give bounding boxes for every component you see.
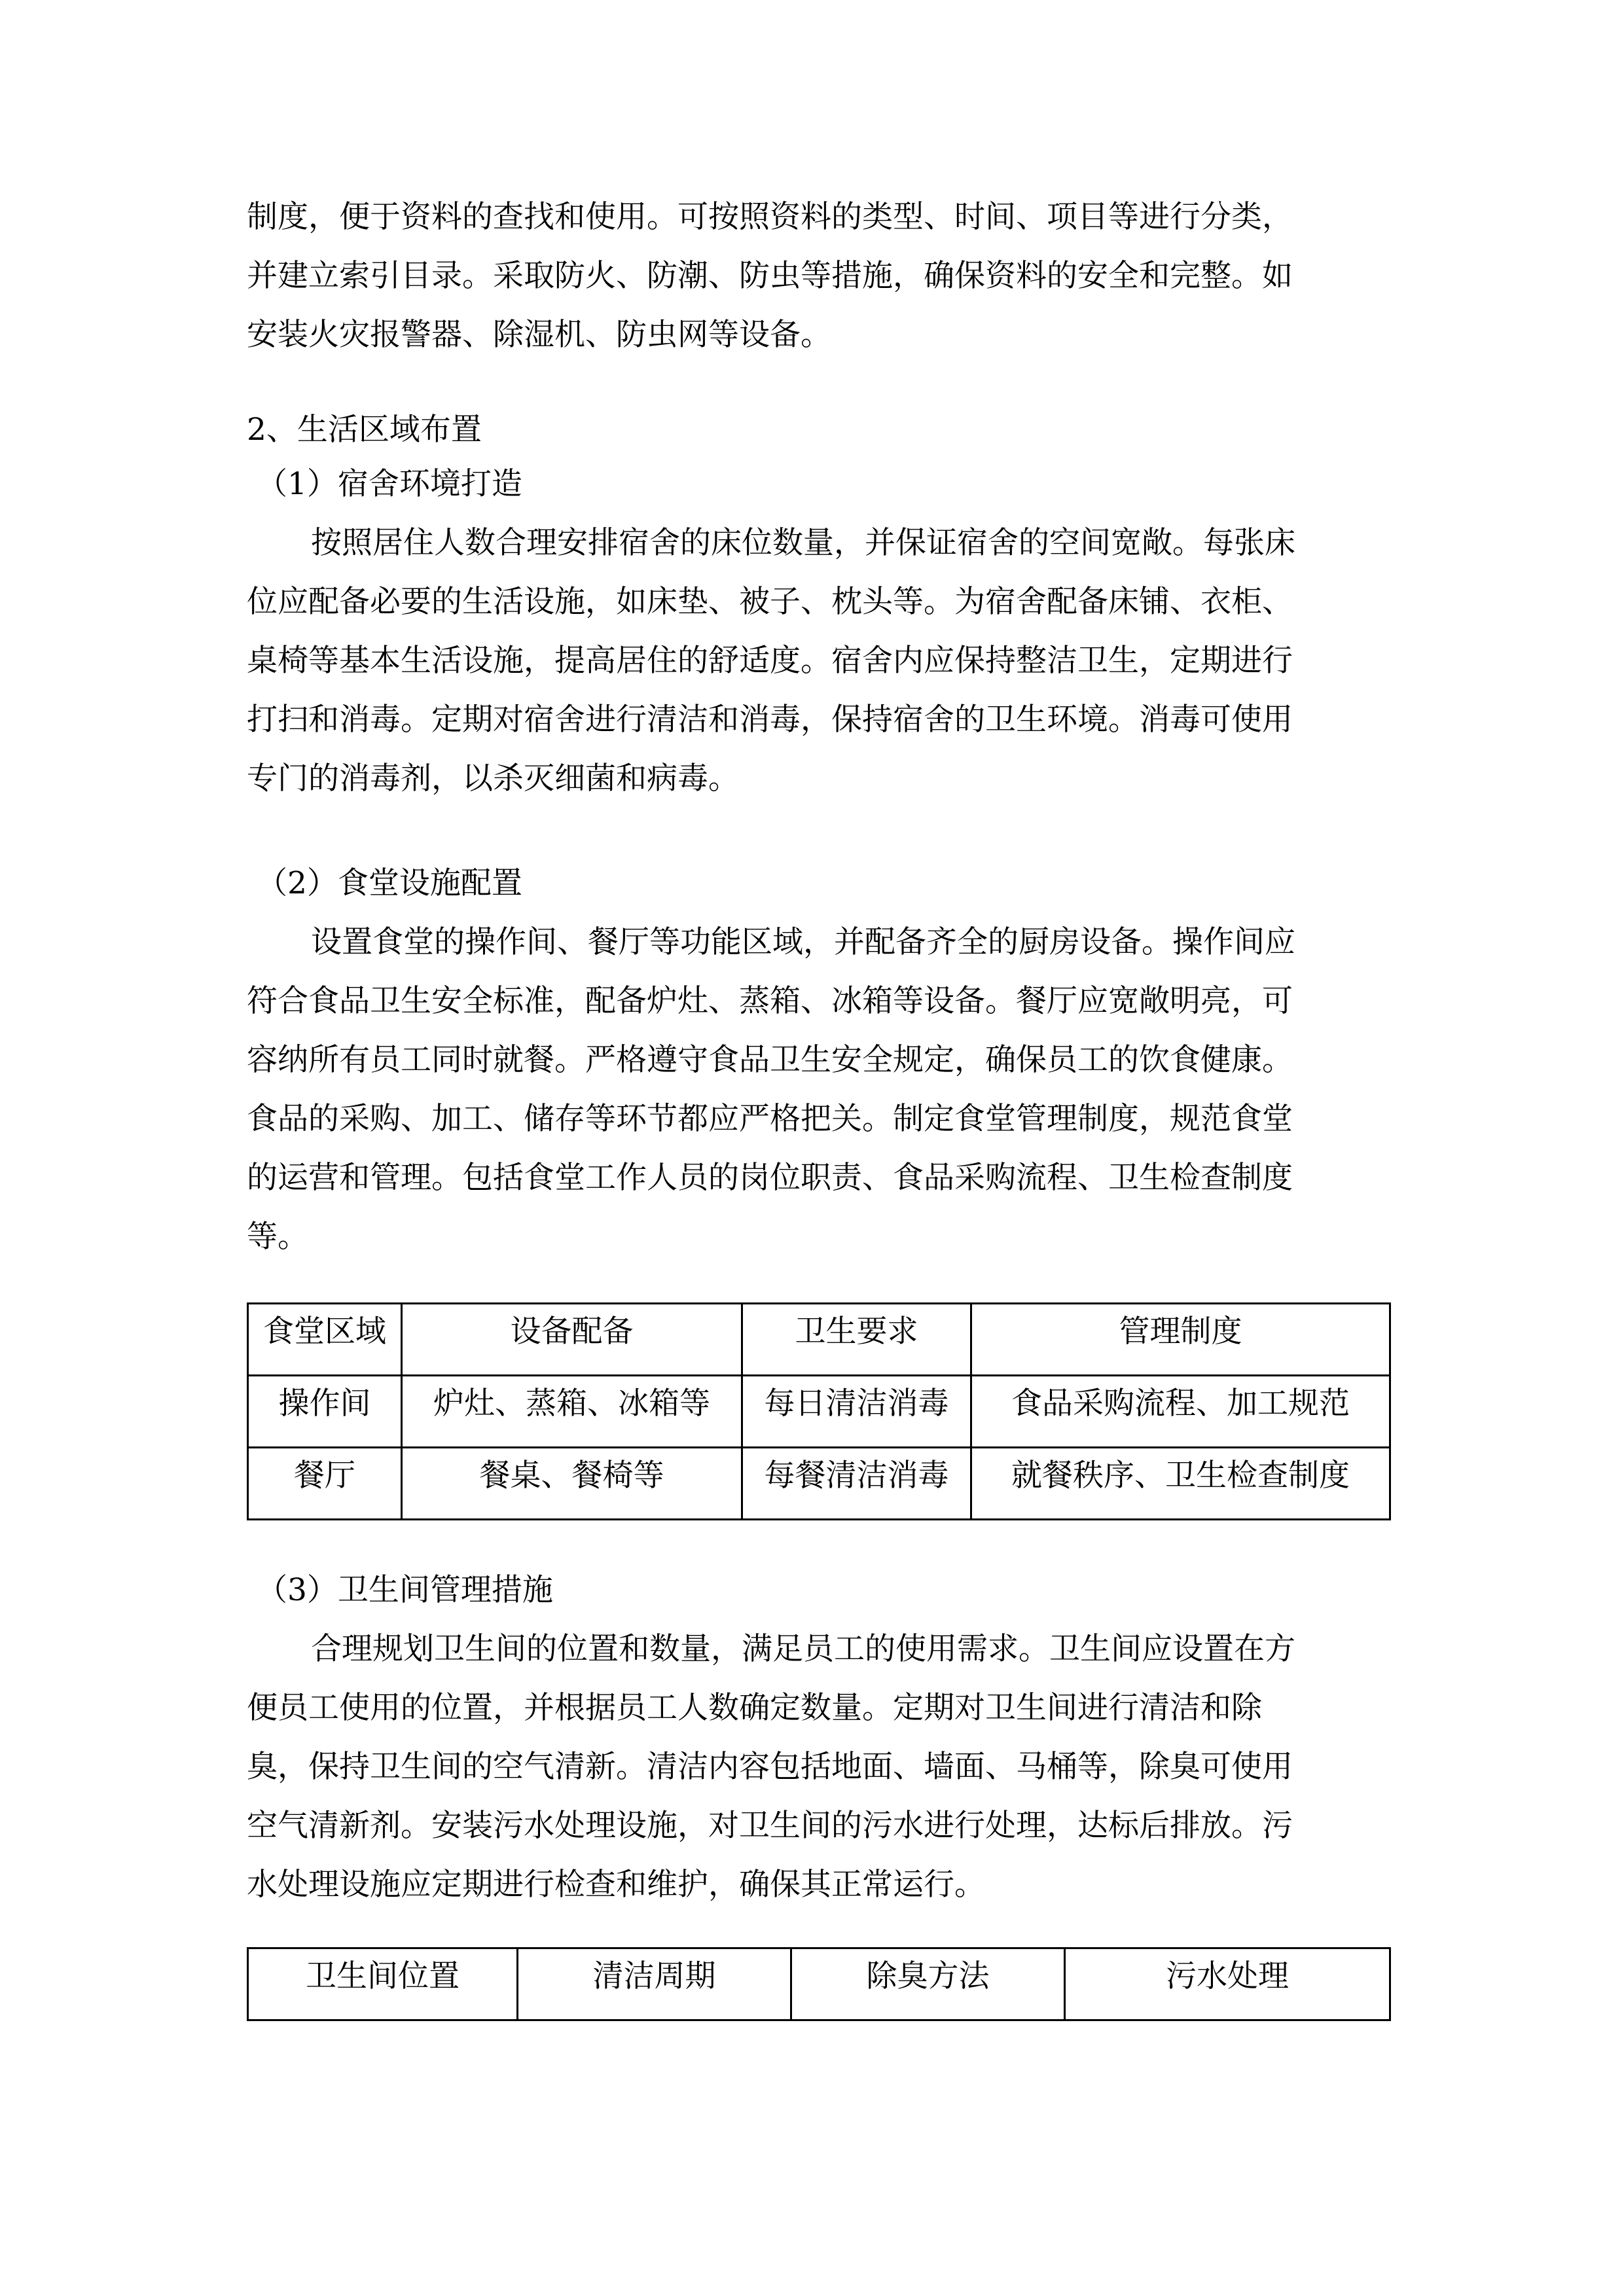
table-cell: 每餐清洁消毒 bbox=[742, 1448, 971, 1520]
table-row bbox=[248, 1448, 1390, 1520]
table-cell: 就餐秩序、卫生检查制度 bbox=[971, 1448, 1390, 1520]
canteen-table bbox=[247, 1302, 1391, 1520]
table-header-cell: 食堂区域 bbox=[248, 1304, 402, 1376]
table-header-cell: 卫生间位置 bbox=[248, 1948, 518, 2020]
table-header-cell: 管理制度 bbox=[971, 1304, 1390, 1376]
table-header-cell: 设备配备 bbox=[402, 1304, 742, 1376]
dormitory-paragraph-line-3: 桌椅等基本生活设施，提高居住的舒适度。宿舍内应保持整洁卫生，定期进行 bbox=[247, 643, 1293, 679]
table-header-cell: 卫生要求 bbox=[742, 1304, 971, 1376]
canteen-paragraph-line-2: 符合食品卫生安全标准，配备炉灶、蒸箱、冰箱等设备。餐厅应宽敞明亮，可 bbox=[247, 983, 1293, 1019]
restroom-paragraph-line-3: 臭，保持卫生间的空气清新。清洁内容包括地面、墙面、马桶等，除臭可使用 bbox=[247, 1749, 1293, 1785]
table-header-cell: 污水处理 bbox=[1065, 1948, 1390, 2020]
canteen-paragraph-line-1: 设置食堂的操作间、餐厅等功能区域，并配备齐全的厨房设备。操作间应 bbox=[311, 924, 1295, 960]
dormitory-paragraph-line-5: 专门的消毒剂，以杀灭细菌和病毒。 bbox=[247, 761, 739, 797]
archive-paragraph-line-1: 制度，便于资料的查找和使用。可按照资料的类型、时间、项目等进行分类， bbox=[247, 199, 1293, 235]
dormitory-paragraph-line-4: 打扫和消毒。定期对宿舍进行清洁和消毒，保持宿舍的卫生环境。消毒可使用 bbox=[247, 702, 1293, 738]
canteen-paragraph-line-3: 容纳所有员工同时就餐。严格遵守食品卫生安全规定，确保员工的饮食健康。 bbox=[247, 1042, 1293, 1078]
subsection-heading-restroom: （3）卫生间管理措施 bbox=[257, 1572, 553, 1608]
table-header-row bbox=[248, 1948, 1390, 2020]
restroom-paragraph-line-1: 合理规划卫生间的位置和数量，满足员工的使用需求。卫生间应设置在方 bbox=[311, 1631, 1295, 1667]
table-cell: 操作间 bbox=[248, 1376, 402, 1448]
table-cell: 炉灶、蒸箱、冰箱等 bbox=[402, 1376, 742, 1448]
subsection-heading-canteen: （2）食堂设施配置 bbox=[257, 865, 522, 901]
dormitory-paragraph-line-1: 按照居住人数合理安排宿舍的床位数量，并保证宿舍的空间宽敞。每张床 bbox=[311, 525, 1295, 561]
canteen-paragraph-line-4: 食品的采购、加工、储存等环节都应严格把关。制定食堂管理制度，规范食堂 bbox=[247, 1101, 1293, 1137]
table-cell: 每日清洁消毒 bbox=[742, 1376, 971, 1448]
restroom-paragraph-line-5: 水处理设施应定期进行检查和维护，确保其正常运行。 bbox=[247, 1867, 985, 1903]
restroom-table bbox=[247, 1947, 1391, 2021]
subsection-heading-dormitory: （1）宿舍环境打造 bbox=[257, 466, 522, 502]
restroom-paragraph-line-2: 便员工使用的位置，并根据员工人数确定数量。定期对卫生间进行清洁和除 bbox=[247, 1690, 1262, 1726]
table-header-row bbox=[248, 1304, 1390, 1376]
dormitory-paragraph-line-2: 位应配备必要的生活设施，如床垫、被子、枕头等。为宿舍配备床铺、衣柜、 bbox=[247, 584, 1293, 620]
restroom-paragraph-line-4: 空气清新剂。安装污水处理设施，对卫生间的污水进行处理，达标后排放。污 bbox=[247, 1808, 1293, 1844]
canteen-paragraph-line-5: 的运营和管理。包括食堂工作人员的岗位职责、食品采购流程、卫生检查制度 bbox=[247, 1160, 1293, 1196]
table-cell: 餐桌、餐椅等 bbox=[402, 1448, 742, 1520]
table-header-cell: 清洁周期 bbox=[518, 1948, 791, 2020]
table-header-cell: 除臭方法 bbox=[791, 1948, 1065, 2020]
table-row bbox=[248, 1376, 1390, 1448]
table-cell: 食品采购流程、加工规范 bbox=[971, 1376, 1390, 1448]
canteen-paragraph-line-6: 等。 bbox=[247, 1219, 308, 1255]
section-heading-living-area: 2、生活区域布置 bbox=[247, 412, 482, 448]
archive-paragraph-line-3: 安装火灾报警器、除湿机、防虫网等设备。 bbox=[247, 317, 831, 353]
table-cell: 餐厅 bbox=[248, 1448, 402, 1520]
archive-paragraph-line-2: 并建立索引目录。采取防火、防潮、防虫等措施，确保资料的安全和完整。如 bbox=[247, 258, 1293, 294]
